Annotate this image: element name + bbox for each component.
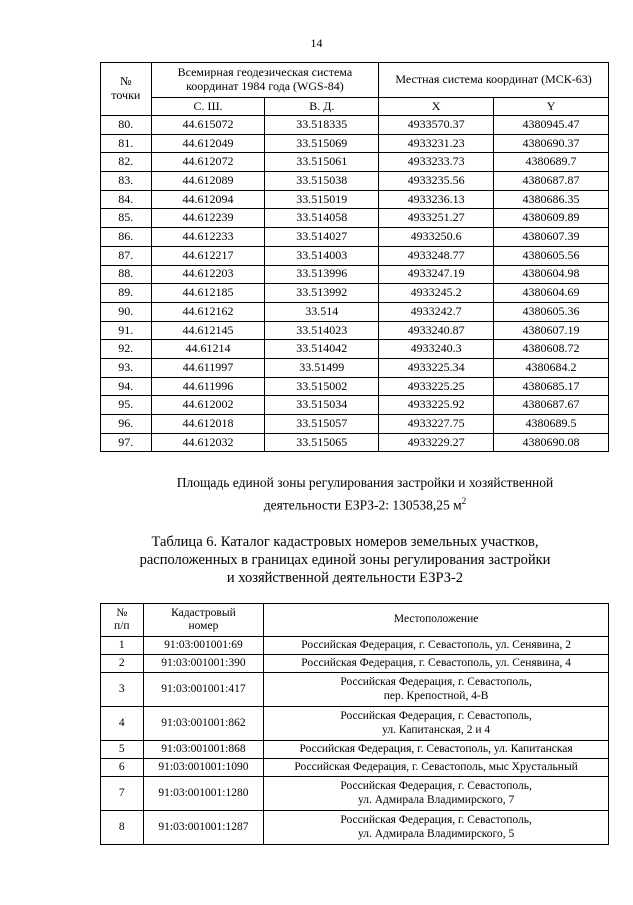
cell-x: 4933570.37: [379, 116, 494, 135]
cell-point-no: 96.: [101, 415, 152, 434]
area-unit-superscript: 2: [461, 496, 467, 506]
cell-lon: 33.515002: [265, 377, 379, 396]
cell-point-no: 82.: [101, 153, 152, 172]
cell-x: 4933240.3: [379, 340, 494, 359]
cell-point-no: 93.: [101, 358, 152, 377]
area-value: деятельности ЕЗРЗ-2: 130538,25 м: [263, 497, 462, 513]
table-row: [101, 209, 609, 228]
cell-x: 4933225.25: [379, 377, 494, 396]
table-6-caption: [110, 533, 580, 587]
cell-lat: 44.612018: [151, 415, 265, 434]
cell-location: Российская Федерация, г. Севастополь, ул. Капитанская: [264, 741, 609, 759]
cell-x: 4933227.75: [379, 415, 494, 434]
cell-x: 4933248.77: [379, 246, 494, 265]
table-row: [101, 302, 609, 321]
cell-x: 4933250.6: [379, 228, 494, 247]
table-row: [101, 759, 609, 777]
table-row: [101, 153, 609, 172]
cell-y: 4380608.72: [494, 340, 609, 359]
table-row: [101, 377, 609, 396]
cell-y: 4380687.67: [494, 396, 609, 415]
cell-point-no: 84.: [101, 190, 152, 209]
cell-n: 5: [101, 741, 144, 759]
caption-line-3: и хозяйственной деятельности ЕЗРЗ-2: [226, 570, 464, 586]
cell-point-no: 87.: [101, 246, 152, 265]
cell-point-no: 83.: [101, 172, 152, 191]
cell-cadastral-number: 91:03:001001:862: [143, 707, 264, 741]
cell-lat: 44.615072: [151, 116, 265, 135]
table-row: [101, 321, 609, 340]
cell-lat: 44.611997: [151, 358, 265, 377]
cell-cadastral-number: 91:03:001001:69: [143, 637, 264, 655]
cell-location: Российская Федерация, г. Севастополь, ул. Адмирала Владимирского, 5: [264, 811, 609, 845]
cell-lon: 33.51499: [265, 358, 379, 377]
area-statement: [130, 474, 600, 515]
cell-location: Российская Федерация, г. Севастополь, ул. Капитанская, 2 и 4: [264, 707, 609, 741]
cell-y: 4380690.37: [494, 134, 609, 153]
area-line-2: [130, 492, 600, 515]
table-row: [101, 246, 609, 265]
cell-x: 4933245.2: [379, 284, 494, 303]
table-row: [101, 358, 609, 377]
cell-lat: 44.612089: [151, 172, 265, 191]
cell-lat: 44.612002: [151, 396, 265, 415]
cell-lon: 33.514058: [265, 209, 379, 228]
table-row: [101, 741, 609, 759]
table-row: [101, 637, 609, 655]
cell-n: 3: [101, 673, 144, 707]
cell-x: 4933240.87: [379, 321, 494, 340]
cell-y: 4380689.5: [494, 415, 609, 434]
header-cadastral-number: Кадастровый номер: [143, 604, 264, 637]
cell-lon: 33.515038: [265, 172, 379, 191]
cell-x: 4933247.19: [379, 265, 494, 284]
cell-x: 4933225.34: [379, 358, 494, 377]
cell-lat: 44.61214: [151, 340, 265, 359]
cell-lat: 44.612072: [151, 153, 265, 172]
cell-y: 4380690.08: [494, 433, 609, 452]
cell-y: 4380609.89: [494, 209, 609, 228]
cell-x: 4933229.27: [379, 433, 494, 452]
cell-cadastral-number: 91:03:001001:1280: [143, 777, 264, 811]
cell-lon: 33.513992: [265, 284, 379, 303]
table-row: [101, 415, 609, 434]
cell-location: Российская Федерация, г. Севастополь, ул. Сенявина, 4: [264, 655, 609, 673]
cell-lat: 44.612239: [151, 209, 265, 228]
cell-n: 7: [101, 777, 144, 811]
table-row: [101, 116, 609, 135]
cell-y: 4380605.56: [494, 246, 609, 265]
cell-lon: 33.514042: [265, 340, 379, 359]
cell-n: 6: [101, 759, 144, 777]
header-x: X: [379, 98, 494, 116]
table-row: [101, 433, 609, 452]
cell-x: 4933231.23: [379, 134, 494, 153]
cell-cadastral-number: 91:03:001001:1090: [143, 759, 264, 777]
cell-x: 4933233.73: [379, 153, 494, 172]
cell-lon: 33.515034: [265, 396, 379, 415]
cell-lon: 33.515069: [265, 134, 379, 153]
cell-y: 4380604.98: [494, 265, 609, 284]
cell-x: 4933242.7: [379, 302, 494, 321]
table-row: [101, 673, 609, 707]
cell-y: 4380689.7: [494, 153, 609, 172]
table-row: [101, 340, 609, 359]
cell-lon: 33.513996: [265, 265, 379, 284]
cell-lon: 33.515061: [265, 153, 379, 172]
cell-point-no: 86.: [101, 228, 152, 247]
cell-lon: 33.515019: [265, 190, 379, 209]
cell-point-no: 94.: [101, 377, 152, 396]
cell-point-no: 89.: [101, 284, 152, 303]
cell-point-no: 80.: [101, 116, 152, 135]
cell-location: Российская Федерация, г. Севастополь, мыс Хрустальный: [264, 759, 609, 777]
header-n: № п/п: [101, 604, 144, 637]
header-lat: С. Ш.: [151, 98, 265, 116]
cell-y: 4380685.17: [494, 377, 609, 396]
cell-cadastral-number: 91:03:001001:390: [143, 655, 264, 673]
cell-x: 4933251.27: [379, 209, 494, 228]
cell-lon: 33.515057: [265, 415, 379, 434]
cell-lon: 33.514: [265, 302, 379, 321]
header-msk63: Местная система координат (МСК-63): [379, 63, 609, 98]
cell-lat: 44.612162: [151, 302, 265, 321]
caption-line-1: Таблица 6. Каталог кадастровых номеров земельных участков,: [151, 534, 539, 550]
cell-lat: 44.612233: [151, 228, 265, 247]
cell-n: 2: [101, 655, 144, 673]
cell-lon: 33.515065: [265, 433, 379, 452]
cell-location: Российская Федерация, г. Севастополь, ул. Сенявина, 2: [264, 637, 609, 655]
cell-x: 4933225.92: [379, 396, 494, 415]
cell-point-no: 90.: [101, 302, 152, 321]
cell-y: 4380687.87: [494, 172, 609, 191]
cell-lat: 44.612217: [151, 246, 265, 265]
table-row: [101, 228, 609, 247]
cell-lat: 44.612185: [151, 284, 265, 303]
cell-point-no: 91.: [101, 321, 152, 340]
header-y: Y: [494, 98, 609, 116]
cell-y: 4380607.39: [494, 228, 609, 247]
cell-n: 1: [101, 637, 144, 655]
cell-point-no: 85.: [101, 209, 152, 228]
table-row: [101, 265, 609, 284]
cell-y: 4380684.2: [494, 358, 609, 377]
cell-point-no: 95.: [101, 396, 152, 415]
table-row: [101, 172, 609, 191]
area-line-1: Площадь единой зоны регулирования застройки и хозяйственной: [176, 475, 554, 490]
cadastral-table: [100, 603, 609, 845]
cell-lon: 33.514027: [265, 228, 379, 247]
table-row: [101, 707, 609, 741]
table-row: [101, 190, 609, 209]
cell-point-no: 88.: [101, 265, 152, 284]
header-location: Местоположение: [264, 604, 609, 637]
header-point-no: № точки: [101, 63, 152, 116]
cell-lat: 44.612145: [151, 321, 265, 340]
table-row: [101, 396, 609, 415]
cell-location: Российская Федерация, г. Севастополь, пер. Крепостной, 4-В: [264, 673, 609, 707]
cell-point-no: 97.: [101, 433, 152, 452]
page-number: 14: [310, 36, 323, 50]
cell-x: 4933235.56: [379, 172, 494, 191]
cell-lat: 44.612094: [151, 190, 265, 209]
cell-lat: 44.612049: [151, 134, 265, 153]
caption-line-2: расположенных в границах единой зоны регулирования застройки: [139, 552, 551, 568]
cell-lon: 33.514003: [265, 246, 379, 265]
cell-y: 4380607.19: [494, 321, 609, 340]
cell-lat: 44.611996: [151, 377, 265, 396]
cell-n: 8: [101, 811, 144, 845]
cell-cadastral-number: 91:03:001001:417: [143, 673, 264, 707]
table-row: [101, 284, 609, 303]
header-lon: В. Д.: [265, 98, 379, 116]
header-wgs84: Всемирная геодезическая система координат 1984 года (WGS-84): [151, 63, 379, 98]
cell-n: 4: [101, 707, 144, 741]
table-row: [101, 655, 609, 673]
cell-location: Российская Федерация, г. Севастополь, ул. Адмирала Владимирского, 7: [264, 777, 609, 811]
table-row: [101, 811, 609, 845]
cell-lat: 44.612032: [151, 433, 265, 452]
cell-cadastral-number: 91:03:001001:1287: [143, 811, 264, 845]
cell-x: 4933236.13: [379, 190, 494, 209]
cell-cadastral-number: 91:03:001001:868: [143, 741, 264, 759]
cell-y: 4380605.36: [494, 302, 609, 321]
cell-lon: 33.518335: [265, 116, 379, 135]
cell-point-no: 92.: [101, 340, 152, 359]
cell-y: 4380945.47: [494, 116, 609, 135]
table-row: [101, 134, 609, 153]
cell-y: 4380686.35: [494, 190, 609, 209]
cell-lon: 33.514023: [265, 321, 379, 340]
cell-y: 4380604.69: [494, 284, 609, 303]
cell-point-no: 81.: [101, 134, 152, 153]
coordinates-table: [100, 62, 609, 452]
cell-lat: 44.612203: [151, 265, 265, 284]
table-row: [101, 777, 609, 811]
